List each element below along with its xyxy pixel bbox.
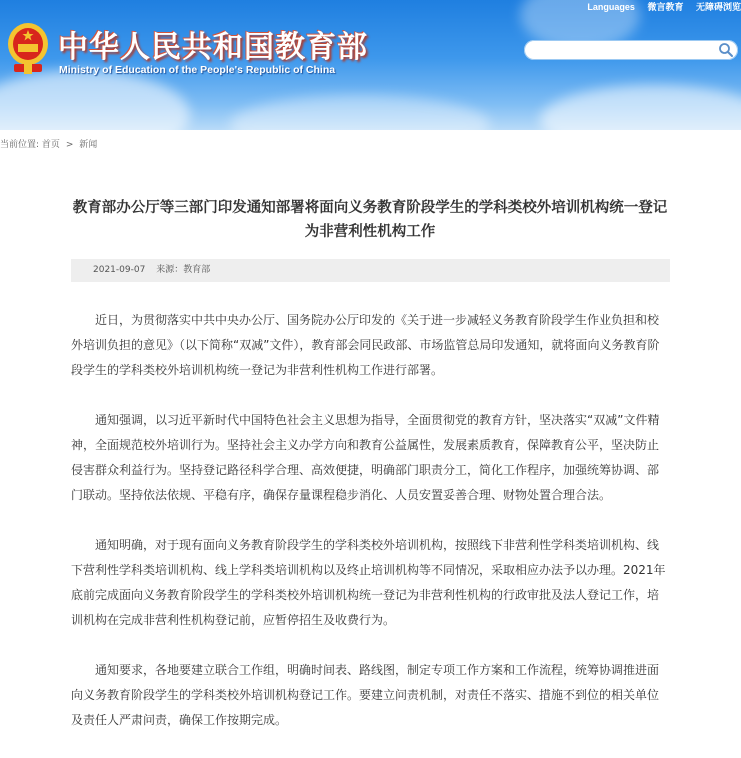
cloud-decoration: [540, 85, 741, 130]
article-meta-bar: [71, 259, 670, 282]
article-date: 2021-09-07: [93, 265, 146, 275]
search-input[interactable]: [530, 41, 710, 59]
article-source: 来源：教育部: [156, 265, 211, 275]
cloud-decoration: [230, 95, 490, 130]
article-paragraph: 通知明确，对于现有面向义务教育阶段学生的学科类校外培训机构，按照线下非营利性学科类培训机构、线下营利性学科类培训机构、线上学科类培训机构以及终止培训机构等不同情况，采取相应办法予以办理。2021年底前完成面向义务教育阶段学生的学科类校外培训机构统一登记为非营利性机构的行政审批及法人登记工作，培训机构在完成非营利性机构登记前，应暂停招生及收费行为。: [71, 538, 666, 627]
article-content: [71, 308, 670, 758]
languages-link[interactable]: Languages: [587, 2, 635, 12]
accessibility-link[interactable]: 无障碍浏览: [695, 2, 741, 12]
article-paragraph: 近日，为贯彻落实中共中央办公厅、国务院办公厅印发的《关于进一步减轻义务教育阶段学生作业负担和校外培训负担的意见》（以下简称“双减”文件），教育部会同民政部、市场监管总局印发通知，就将面向义务教育阶段学生的学科类校外培训机构统一登记为非营利性机构工作进行部署。: [71, 313, 660, 377]
cloud-decoration: [0, 70, 190, 130]
breadcrumb-current-link[interactable]: 新闻: [79, 140, 98, 150]
breadcrumb-label: 当前位置:: [0, 140, 40, 150]
search-icon[interactable]: [718, 42, 734, 58]
search-box: [524, 40, 738, 60]
article-title: 教育部办公厅等三部门印发通知部署将面向义务教育阶段学生的学科类校外培训机构统一登记为非营利性机构工作: [72, 200, 668, 240]
breadcrumb-separator: >: [65, 140, 74, 150]
site-header: [0, 0, 741, 130]
article-paragraph: 通知强调，以习近平新时代中国特色社会主义思想为指导，全面贯彻党的教育方针，坚决落实“双减”文件精神，全面规范校外培训行为。坚持社会主义办学方向和教育公益属性，发展素质教育，保障教育公平，坚决防止侵害群众利益行为。坚持登记路径科学合理、高效便捷，明确部门职责分工，简化工作程序，加强统筹协调、部门联动。坚持依法依规、平稳有序，确保存量课程稳步消化、人员安置妥善合理、财物处置合理合法。: [71, 413, 660, 502]
breadcrumb-home-link[interactable]: 首页: [41, 140, 60, 150]
breadcrumb: [0, 137, 97, 150]
site-title[interactable]: 中华人民共和国教育部: [58, 30, 368, 65]
weiyan-link[interactable]: 微言教育: [647, 2, 684, 12]
article-paragraph: 通知要求，各地要建立联合工作组，明确时间表、路线图，制定专项工作方案和工作流程，统筹协调推进面向义务教育阶段学生的学科类校外培训机构登记工作。要建立问责机制，对责任不落实、措施不到位的相关单位及责任人严肃问责，确保工作按期完成。: [71, 663, 660, 727]
top-links: [577, 0, 741, 13]
national-emblem-icon[interactable]: [6, 20, 50, 76]
site-title-english: Ministry of Education of the People's Republic of China: [59, 64, 336, 76]
